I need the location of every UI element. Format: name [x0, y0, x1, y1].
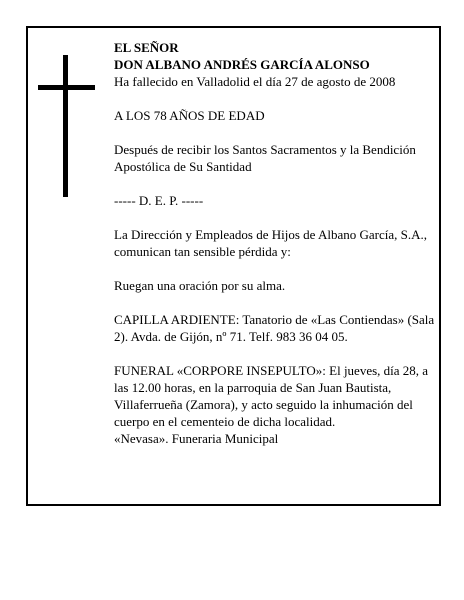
- funeral-info: FUNERAL «CORPORE INSEPULTO»: El jueves, día 28, a las 12.00 horas, en la parroquia de San Juan Bautista, Villaferrueña (Zamora), y acto seguido la inhumación del cuerpo en el cementeio de dicha localidad.: [114, 363, 429, 429]
- prayer-request: Ruegan una oración por su alma.: [114, 278, 286, 293]
- obituary-text: [114, 39, 436, 447]
- company-announcement: La Dirección y Empleados de Hijos de Albano García, S.A., comunican tan sensible pérdida y:: [114, 227, 427, 259]
- deceased-name: DON ALBANO ANDRÉS GARCÍA ALONSO: [114, 57, 370, 72]
- age-line: A LOS 78 AÑOS DE EDAD: [114, 108, 265, 123]
- death-announcement: Ha fallecido en Valladolid el día 27 de agosto de 2008: [114, 74, 396, 89]
- deceased-title: EL SEÑOR: [114, 40, 179, 55]
- cross-vertical-bar: [63, 55, 68, 197]
- funeral-home: «Nevasa». Funeraria Municipal: [114, 431, 279, 446]
- chapel-info: CAPILLA ARDIENTE: Tanatorio de «Las Contiendas» (Sala 2). Avda. de Gijón, nº 71. Telf. 983 36 04 05.: [114, 312, 435, 344]
- sacraments-line: Después de recibir los Santos Sacramentos y la Bendición Apostólica de Su Santidad: [114, 142, 416, 174]
- cross-horizontal-bar: [38, 85, 95, 90]
- rip-line: ----- D. E. P. -----: [114, 193, 204, 208]
